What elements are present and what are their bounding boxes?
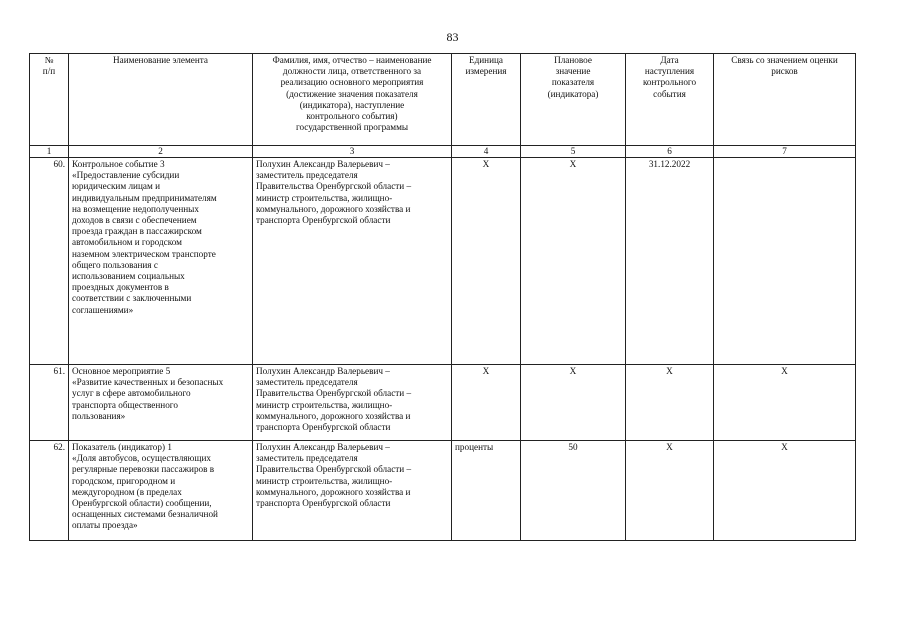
header-cell-responsible: Фамилия, имя, отчество – наименование должности лица, ответственного за реализацию основного мероприятия (достижение значения показателя (индикатора), наступление контрольного события) государственной программы [253, 54, 452, 146]
column-number-cell: 5 [521, 146, 626, 158]
planned-value: Х [521, 158, 626, 365]
responsible-person: Полухин Александр Валерьевич – заместитель председателя Правительства Оренбургской области – министр строительства, жилищно- коммунального, дорожного хозяйства и транспорта Оренбургской области [253, 441, 452, 541]
table-row [30, 158, 856, 365]
responsible-person: Полухин Александр Валерьевич – заместитель председателя Правительства Оренбургской области – министр строительства, жилищно- коммунального, дорожного хозяйства и транспорта Оренбургской области [253, 365, 452, 441]
column-numbers-row [30, 146, 856, 158]
table-row [30, 441, 856, 541]
element-name: Показатель (индикатор) 1 «Доля автобусов, осуществляющих регулярные перевозки пассажиров в городском, пригородном и междугородном (в пределах Оренбургской области) сообщении, оснащенных системами безналичной оплаты проезда» [69, 441, 253, 541]
event-date: 31.12.2022 [626, 158, 714, 365]
row-number: 62. [30, 441, 69, 541]
row-number: 61. [30, 365, 69, 441]
risk-link [714, 158, 856, 365]
planned-value: 50 [521, 441, 626, 541]
risk-link: Х [714, 365, 856, 441]
column-number-cell: 1 [30, 146, 69, 158]
row-number: 60. [30, 158, 69, 365]
unit-value: Х [452, 158, 521, 365]
header-cell-name: Наименование элемента [69, 54, 253, 146]
header-cell-unit: Единица измерения [452, 54, 521, 146]
header-cell-planned-value: Плановое значение показателя (индикатора) [521, 54, 626, 146]
column-number-cell: 7 [714, 146, 856, 158]
event-date: Х [626, 365, 714, 441]
unit-value: проценты [452, 441, 521, 541]
header-row [30, 54, 856, 146]
column-number-cell: 3 [253, 146, 452, 158]
header-cell-event-date: Дата наступления контрольного события [626, 54, 714, 146]
planned-value: Х [521, 365, 626, 441]
table-row [30, 365, 856, 441]
event-date: Х [626, 441, 714, 541]
element-name: Основное мероприятие 5 «Развитие качественных и безопасных услуг в сфере автомобильного транспорта общественного пользования» [69, 365, 253, 441]
header-cell-risk-link: Связь со значением оценки рисков [714, 54, 856, 146]
control-events-table [29, 53, 856, 541]
column-number-cell: 4 [452, 146, 521, 158]
element-name: Контрольное событие 3 «Предоставление субсидии юридическим лицам и индивидуальным предпринимателям на возмещение недополученных доходов в связи с обеспечением проезда граждан в пассажирском автомобильном и городском наземном электрическом транспорте общего пользования с использованием социальных проездных документов в соответствии с заключенными соглашениями» [69, 158, 253, 365]
header-cell-number: № п/п [30, 54, 69, 146]
column-number-cell: 2 [69, 146, 253, 158]
page-number: 83 [446, 30, 459, 44]
responsible-person: Полухин Александр Валерьевич – заместитель председателя Правительства Оренбургской области – министр строительства, жилищно- коммунального, дорожного хозяйства и транспорта Оренбургской области [253, 158, 452, 365]
unit-value: Х [452, 365, 521, 441]
risk-link: Х [714, 441, 856, 541]
column-number-cell: 6 [626, 146, 714, 158]
